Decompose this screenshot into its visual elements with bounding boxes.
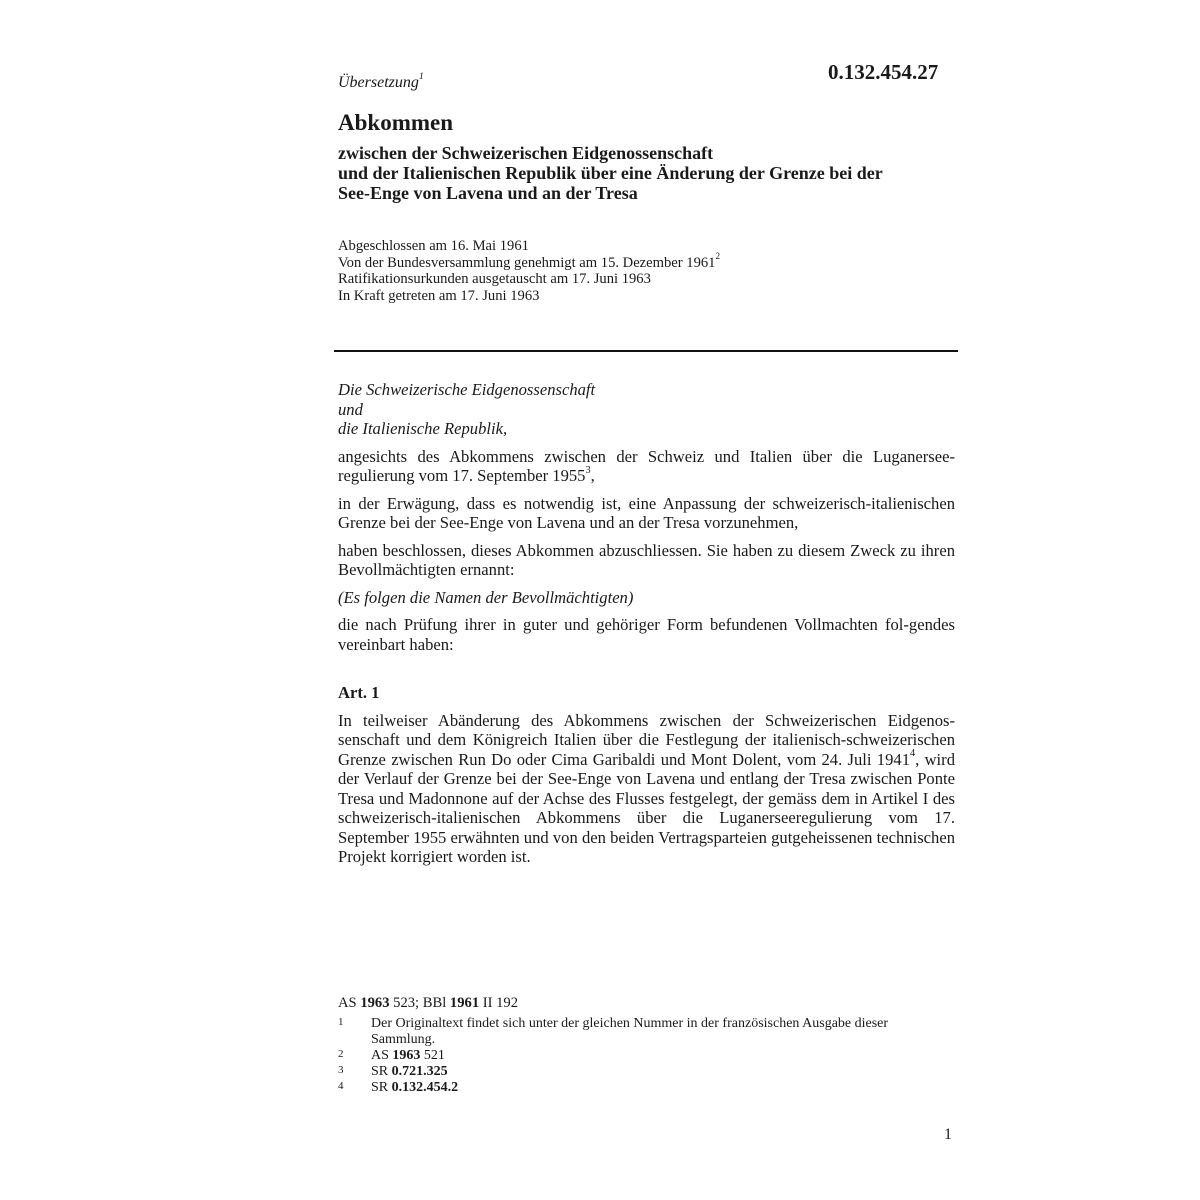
footnote xyxy=(338,1064,938,1080)
date-concluded: Abgeschlossen am 16. Mai 1961 xyxy=(338,238,529,254)
footnote xyxy=(338,1016,938,1048)
footnote-text: SR 0.721.325 xyxy=(371,1064,448,1079)
preamble-paragraph: angesichts des Abkommens zwischen der Schweiz und Italien über die Luganersee-regulierung vom 17. September 1955$^3$, xyxy=(338,446,955,485)
footnote-number: 3 xyxy=(338,1064,344,1076)
article-heading: Art. 1 xyxy=(338,683,380,702)
header-divider xyxy=(334,350,958,352)
date-ratified: Ratifikationsurkunden ausgetauscht am 17. Juni 1963 xyxy=(338,271,651,287)
footnote-ref[interactable]: 1 xyxy=(418,71,424,83)
translation-label: Übersetzung$^1$ xyxy=(338,71,424,91)
preamble-party: Die Schweizerische Eidgenossenschaft xyxy=(338,380,596,399)
footnote-ref[interactable]: 4 xyxy=(910,748,916,760)
footnote-number: 4 xyxy=(338,1080,344,1092)
footnote-ref[interactable]: 2 xyxy=(715,251,720,262)
preamble-paragraph: die nach Prüfung ihrer in guter und gehöriger Form befundenen Vollmachten fol-gendes vereinbart haben: xyxy=(338,615,955,654)
treaty-dates xyxy=(338,238,978,304)
preamble-party: die Italienische Republik, xyxy=(338,419,508,438)
preamble-paragraph: in der Erwägung, dass es notwendig ist, eine Anpassung der schweizerisch-italienischen Grenze bei der See-Enge von Lavena und an der Tresa vorzunehmen, xyxy=(338,493,955,532)
subtitle-line: zwischen der Schweizerischen Eidgenossenschaft xyxy=(338,143,714,163)
footnote-text: AS 1963 521 xyxy=(371,1048,445,1063)
document-title: Abkommen xyxy=(338,110,454,135)
footnote xyxy=(338,1080,938,1096)
preamble-party: und xyxy=(338,399,363,419)
footnote xyxy=(338,1048,938,1064)
footnotes xyxy=(338,1016,938,1096)
date-in-force: In Kraft getreten am 17. Juni 1963 xyxy=(338,287,540,304)
publication-source: AS 1963 523; BBl 1961 II 192 xyxy=(338,995,519,1011)
subtitle-line: und der Italienischen Republik über eine Änderung der Grenze bei der xyxy=(338,163,883,183)
date-approved: Von der Bundesversammlung genehmigt am 15. Dezember 1961$^2$ xyxy=(338,251,720,271)
document-body xyxy=(338,380,955,867)
footnote-number: 1 xyxy=(338,1016,344,1028)
article-text: In teilweiser Abänderung des Abkommens zwischen der Schweizerischen Eidgenos-senschaft und dem Königreich Italien über die Festlegung der italienisch-schweizerischen Grenze zwischen Run Do oder Cima Garibaldi und Mont Dolent, vom 24. Juli 1941$^4$, wird der Verlauf der Grenze bei der See-Enge von Lavena und entlang der Tresa zwischen Ponte Tresa und Madonnone auf der Achse des Flusses festgelegt, der gemäss dem in Artikel I des schweizerisch-italienischen Abkommens über die Luganerseeregulierung vom 17. September 1955 erwähnten und von den beiden Vertragsparteien gutgeheissenen technischen Projekt korrigiert worden ist. xyxy=(338,710,955,866)
footnote-text: SR 0.132.454.2 xyxy=(371,1080,459,1095)
preamble-paragraph: haben beschlossen, dieses Abkommen abzuschliessen. Sie haben zu diesem Zweck zu ihren Bevollmächtigten ernannt: xyxy=(338,540,955,579)
footnote-ref[interactable]: 3 xyxy=(585,464,591,476)
subtitle-line: See-Enge von Lavena und an der Tresa xyxy=(338,183,638,203)
page-number: 1 xyxy=(944,1126,952,1143)
footnote-text: Der Originaltext findet sich unter der gleichen Nummer in der französischen Ausgabe dieser Sammlung. xyxy=(371,1016,889,1047)
sr-number: 0.132.454.27 xyxy=(828,60,939,84)
preamble-paragraph: (Es folgen die Namen der Bevollmächtigten) xyxy=(338,587,634,607)
footnote-number: 2 xyxy=(338,1048,344,1060)
document-subtitle xyxy=(338,143,978,203)
